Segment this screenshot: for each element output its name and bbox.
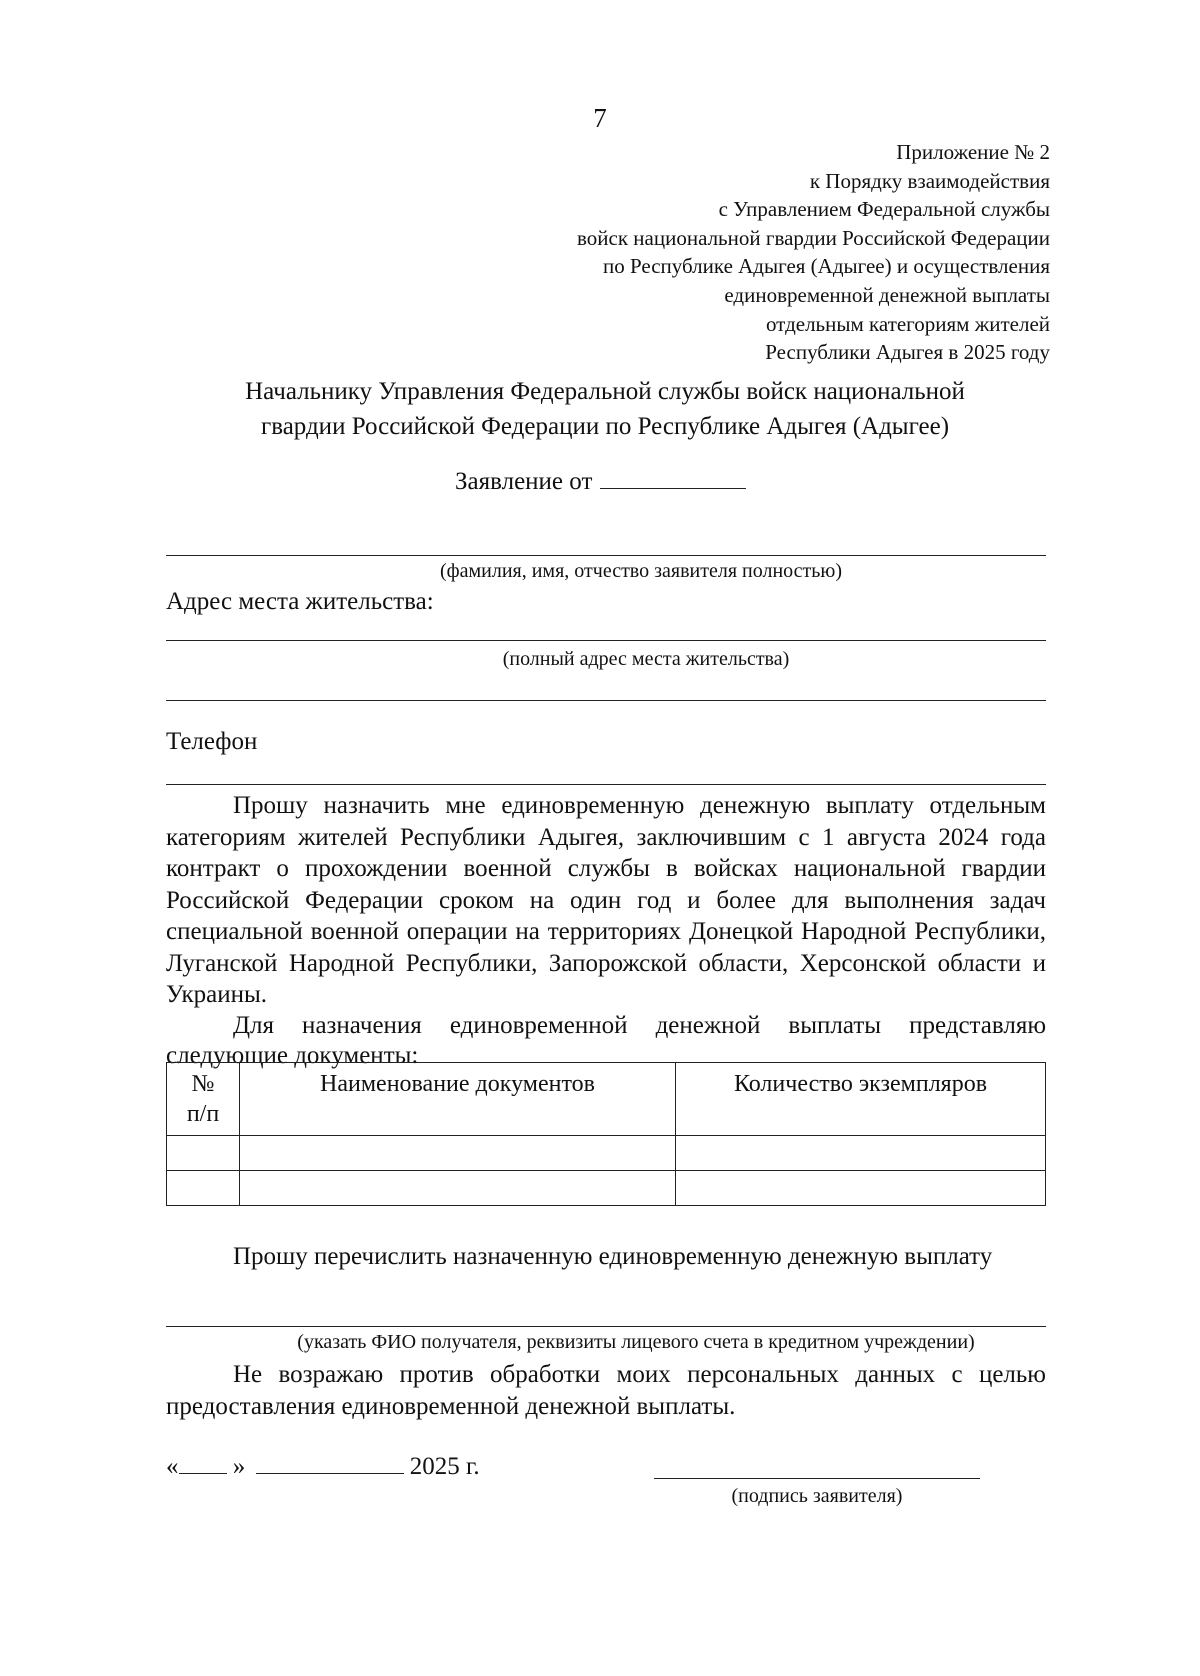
header-copies-count: Количество экземпляров — [676, 1063, 1046, 1136]
signature-line[interactable] — [654, 1478, 980, 1479]
phone-line[interactable] — [166, 784, 1046, 785]
address-line-1[interactable] — [166, 640, 1046, 641]
request-paragraph — [166, 790, 1046, 1011]
recipient-caption: (указать ФИО получателя, реквизиты лицевого счета в кредитном учреждении) — [297, 1331, 975, 1353]
addressee — [0, 374, 1200, 444]
appendix-line: единовременной денежной выплаты — [724, 282, 1050, 307]
addressee-line-1: Начальнику Управления Федеральной службы войск национальной — [245, 378, 965, 405]
transfer-paragraph — [166, 1241, 1046, 1273]
statement-title — [455, 466, 746, 496]
addressee-line-2: гвардии Российской Федерации по Республике Адыгея (Адыгее) — [260, 413, 950, 440]
address-label: Адрес места жительства: — [166, 588, 434, 615]
address-caption: (полный адрес места жительства) — [502, 648, 790, 670]
appendix-header — [577, 138, 1050, 367]
appendix-line: Приложение № 2 — [896, 140, 1050, 164]
statement-title-text: Заявление от — [455, 468, 593, 495]
recipient-line[interactable] — [166, 1326, 1046, 1327]
consent-paragraph — [166, 1359, 1046, 1423]
appendix-line: отдельным категориям жителей — [765, 311, 1050, 336]
table-row — [167, 1171, 1046, 1206]
consent-paragraph-text: Не возражаю против обработки моих персональных данных с целью предоставления единовременной денежной выплаты. — [166, 1361, 1046, 1420]
appendix-line: по Республике Адыгея (Адыгее) и осуществления — [603, 254, 1050, 279]
fio-line[interactable] — [166, 555, 1046, 556]
table-cell[interactable] — [676, 1171, 1046, 1206]
table-cell[interactable] — [240, 1171, 676, 1206]
date-year: 2025 г. — [409, 1453, 480, 1480]
appendix-line: с Управлением Федеральной службы — [718, 197, 1050, 222]
table-cell[interactable] — [240, 1136, 676, 1171]
fio-caption: (фамилия, имя, отчество заявителя полностью) — [439, 560, 842, 582]
header-number-line-1: № — [191, 1071, 215, 1097]
header-number-line-2: п/п — [186, 1101, 220, 1127]
table-cell[interactable] — [676, 1136, 1046, 1171]
month-blank[interactable] — [256, 1453, 404, 1474]
request-paragraph-text: Прошу назначить мне единовременную денежную выплату отдельным категориям жителей Республики Адыгея, заключившим с 1 августа 2024 года контракт о прохождении военной службы в войсках национальной гвардии Российской Федерации сроком на один год и более для выполнения задач специальной военной операции на территориях Донецкой Народной Республики, Луганской Народной Республики, Запорожской области, Херсонской области и Украины. — [166, 792, 1046, 1008]
documents-paragraph-text: Для назначения единовременной денежной выплаты представляю следующие документы: — [166, 1012, 1046, 1069]
transfer-paragraph-text: Прошу перечислить назначенную единовременную денежную выплату — [233, 1243, 993, 1270]
signature-caption: (подпись заявителя) — [731, 1485, 903, 1507]
header-number — [167, 1063, 240, 1136]
appendix-line: Республики Адыгея в 2025 году — [765, 340, 1050, 365]
date-open-quote: « — [166, 1453, 179, 1480]
address-line-2[interactable] — [166, 700, 1046, 701]
phone-label: Телефон — [166, 728, 258, 755]
day-blank[interactable] — [179, 1453, 227, 1474]
appendix-line: к Порядку взаимодействия — [809, 168, 1050, 193]
documents-table — [166, 1062, 1046, 1206]
table-header-row — [167, 1063, 1046, 1136]
table-cell[interactable] — [167, 1136, 240, 1171]
header-document-name: Наименование документов — [240, 1063, 676, 1136]
statement-from-blank[interactable] — [600, 466, 746, 489]
table-cell[interactable] — [167, 1171, 240, 1206]
page-number: 7 — [593, 103, 607, 133]
date-close-quote: » — [232, 1453, 246, 1480]
appendix-line: войск национальной гвардии Российской Федерации — [577, 225, 1050, 250]
date-field — [166, 1453, 480, 1481]
table-row — [167, 1136, 1046, 1171]
